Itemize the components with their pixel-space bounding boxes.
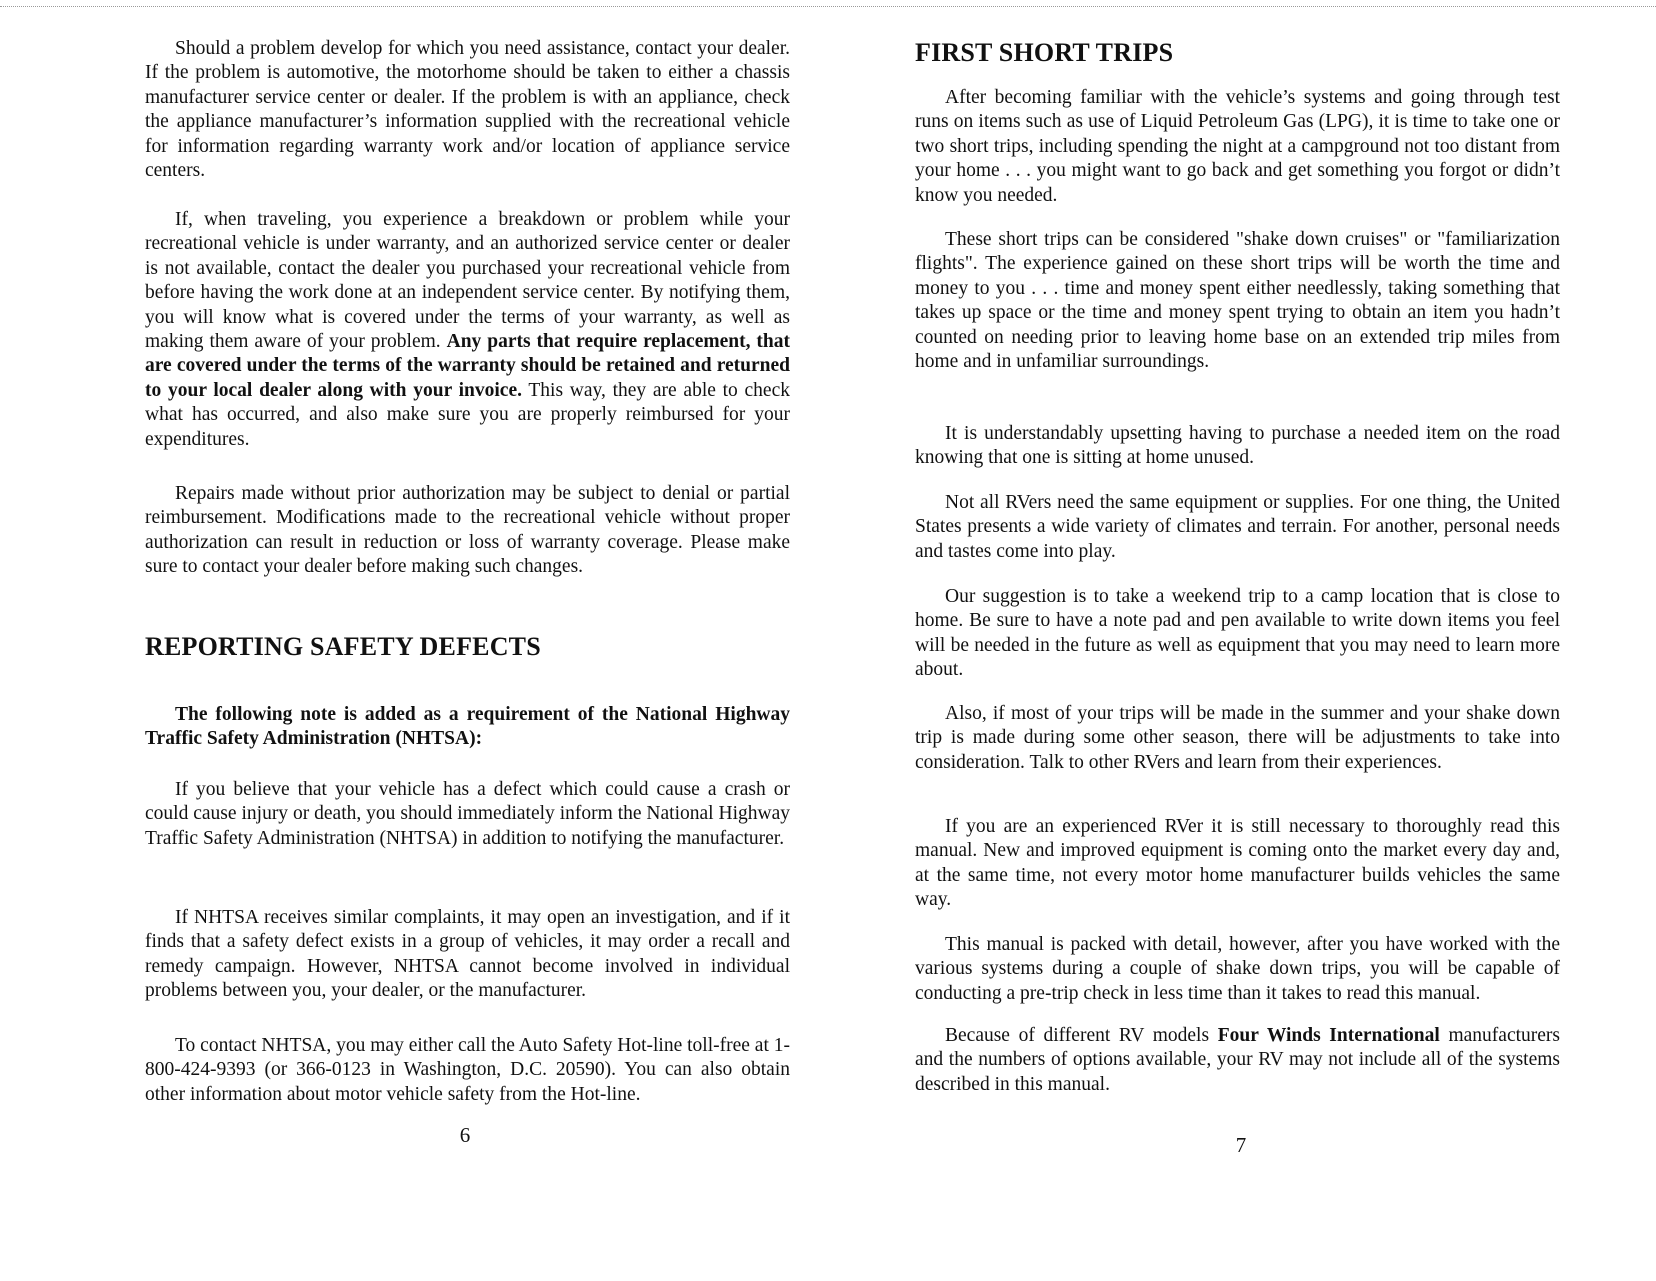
upsetting-purchase-paragraph: It is understandably upsetting having to purchase a needed item on the road knowing that one is sitting at home unused. — [915, 423, 1560, 469]
manual-detail-paragraph: This manual is packed with detail, however, after you have worked with the various systems during a couple of shake down trips, you will be capable of conducting a pre-trip check in less time than it takes to read this manual. — [915, 934, 1560, 1004]
parts-retention-bold-text: Any parts that require replacement, that are covered under the terms of the warranty should be retained and returned to your local dealer along with your invoice. — [145, 331, 791, 401]
shake-down-cruises-paragraph: These short trips can be considered "shake down cruises" or "familiarization flights". The experience gained on these short trips will be worth the time and money to you . . . time and money spent either needlessly, taking something that takes up space or the time and money spent trying to obtain an item you hadn’t counted on needing prior to leaving home base on an extended trip miles from home and in unfamiliar surroundings. — [915, 229, 1560, 373]
scan-edge-line — [0, 6, 1656, 7]
rv-models-paragraph — [915, 1024, 1560, 1097]
first-short-trips-heading: FIRST SHORT TRIPS — [915, 38, 1174, 67]
experienced-rver-paragraph: If you are an experienced RVer it is still necessary to thoroughly read this manual. New and improved equipment is coming onto the market every day and, at the same time, not every motor home manufacturer builds vehicles the same way. — [915, 816, 1560, 911]
breakdown-paragraph — [145, 208, 790, 452]
defect-report-paragraph: If you believe that your vehicle has a defect which could cause a crash or could cause injury or death, you should immediately inform the National Highway Traffic Safety Administration (NHTSA) in addition to notifying the manufacturer. — [145, 779, 790, 849]
nhtsa-note: The following note is added as a requirement of the National Highway Traffic Safety Administration (NHTSA): — [145, 704, 790, 750]
seasonal-adjustments-paragraph: Also, if most of your trips will be made in the summer and your shake down trip is made during some other season, there will be adjustments to take into consideration. Talk to other RVers and learn from their experiences. — [915, 703, 1560, 773]
four-winds-bold-text: Four Winds International — [1217, 1025, 1440, 1046]
warranty-assistance-paragraph: Should a problem develop for which you need assistance, contact your dealer. If the problem is automotive, the motorhome should be taken to either a chassis manufacturer service center or dealer. If the problem is with an appliance, check the appliance manufacturer’s information supplied with the recreational vehicle for information regarding warranty work and/or location of appliance service centers. — [145, 38, 790, 182]
reporting-safety-defects-heading: REPORTING SAFETY DEFECTS — [145, 632, 541, 661]
nhtsa-investigation-paragraph: If NHTSA receives similar complaints, it may open an investigation, and if it finds that a safety defect exists in a group of vehicles, it may order a recall and remedy campaign. However, NHTSA cannot become involved in individual problems between you, your dealer, or the manufacturer. — [145, 907, 790, 1002]
equipment-needs-paragraph: Not all RVers need the same equipment or supplies. For one thing, the United States presents a wide variety of climates and terrain. For another, personal needs and tastes come into play. — [915, 492, 1560, 562]
page-number-left: 6 — [459, 1123, 471, 1147]
rv-models-text: Because of different RV models — [945, 1025, 1218, 1046]
short-trips-intro-paragraph: After becoming familiar with the vehicle’s systems and going through test runs on items such as use of Liquid Petroleum Gas (LPG), it is time to take one or two short trips, including spending the night at a campground not too distant from your home . . . you might want to go back and get something you forgot or didn’t know you needed. — [915, 87, 1560, 206]
breakdown-text: If, when traveling, you experience a breakdown or problem while your recreational vehicle is under warranty, and an authorized service center or dealer is not available, contact the dealer you purchased your recreational vehicle from before having the work done at an independent service center. By notifying them, you will know what is covered under the terms of your warranty, as well as making them aware of your problem. — [145, 209, 790, 353]
nhtsa-contact-paragraph: To contact NHTSA, you may either call the Auto Safety Hot-line toll-free at 1-800-424-9393 (or 366-0123 in Washington, D.C. 20590). You can also obtain other information about motor vehicle safety from the Hot-line. — [145, 1035, 790, 1105]
authorization-paragraph: Repairs made without prior authorization may be subject to denial or partial reimbursement. Modifications made to the recreational vehicle without proper authorization can result in reduction or loss of warranty coverage. Please make sure to contact your dealer before making such changes. — [145, 483, 790, 578]
page-number-right: 7 — [1235, 1133, 1247, 1157]
breakdown-text-end: This way, they are able to check what has occurred, and also make sure you are properly reimbursed for your expenditures. — [145, 379, 790, 450]
weekend-trip-paragraph: Our suggestion is to take a weekend trip to a camp location that is close to home. Be sure to have a note pad and pen available to write down items you feel will be needed in the future as well as equipment that you may need to learn more about. — [915, 586, 1560, 681]
rv-models-text-end: manufacturers and the numbers of options available, your RV may not include all of the systems described in this manual. — [915, 1025, 1560, 1095]
